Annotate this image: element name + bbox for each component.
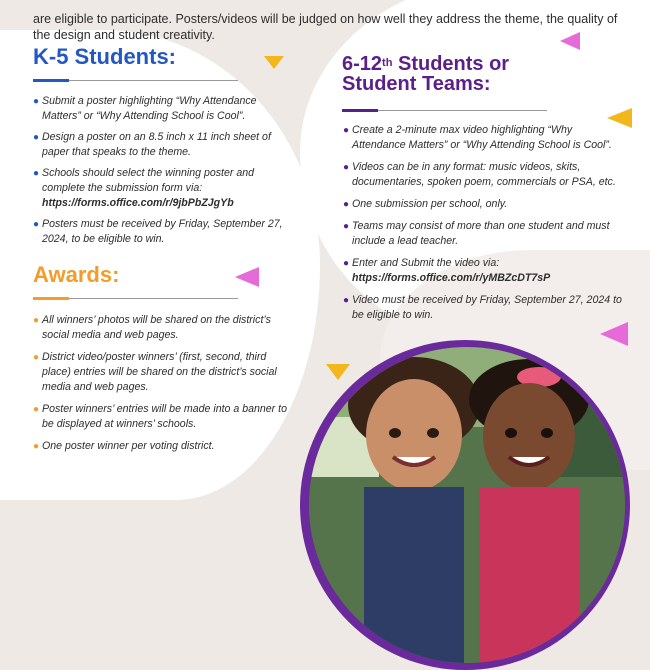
grades-6-12-heading: 6-12th Students or Student Teams:: [342, 53, 510, 95]
grades-6-12-requirements-list: [343, 123, 628, 330]
yellow-triangle-decoration: [326, 364, 350, 380]
awards-heading: Awards:: [33, 262, 120, 287]
list-item: ● Submit a poster highlighting “Why Attendance Matters” or “Why Attending School is Cool”.: [33, 95, 257, 122]
k5-heading: K-5 Students:: [33, 44, 176, 69]
list-item: ● Schools should select the winning poster and complete the submission form via: https://forms.office.com/r/9jbPbZJgYb: [33, 167, 255, 209]
awards-divider: [33, 298, 238, 299]
list-item: ● One poster winner per voting district.: [33, 440, 215, 452]
list-item: ● Create a 2-minute max video highlighting “Why Attendance Matters” or “Why Attending School is Cool”.: [343, 124, 612, 151]
list-item: ● All winners’ photos will be shared on the district’s social media and web pages.: [33, 314, 271, 341]
list-item: ● One submission per school, only.: [343, 198, 508, 210]
list-item: ● Poster winners’ entries will be made into a banner to be displayed at winners’ schools.: [33, 403, 287, 430]
pink-triangle-decoration: [600, 322, 628, 346]
grades-6-12-submission-link[interactable]: https://forms.office.com/r/yMBZcDT7sP: [352, 272, 551, 284]
students-photo-illustration: [309, 347, 625, 663]
k5-divider: [33, 80, 238, 81]
list-item: ● Videos can be in any format: music videos, skits, documentaries, spoken poem, commercials or PSA, etc.: [343, 161, 616, 188]
list-item: ● Enter and Submit the video via: https://forms.office.com/r/yMBZcDT7sP: [343, 257, 551, 284]
pink-triangle-decoration: [235, 267, 259, 287]
list-item: ● Posters must be received by Friday, September 27, 2024, to be eligible to win.: [33, 218, 283, 245]
list-item: ● District video/poster winners’ (first, second, third place) entries will be shared on the district’s social media and web pages.: [33, 351, 277, 393]
awards-list: [33, 313, 295, 461]
yellow-triangle-decoration: [264, 56, 284, 69]
students-photo: [309, 347, 625, 663]
k5-requirements-list: [33, 94, 295, 253]
list-item: ● Teams may consist of more than one student and must include a lead teacher.: [343, 220, 610, 247]
pink-triangle-decoration: [560, 32, 580, 50]
list-item: ● Video must be received by Friday, September 27, 2024 to be eligible to win.: [343, 294, 622, 321]
list-item: ● Design a poster on an 8.5 inch x 11 inch sheet of paper that speaks to the theme.: [33, 131, 271, 158]
yellow-triangle-decoration: [607, 108, 632, 128]
k5-submission-link[interactable]: https://forms.office.com/r/9jbPbZJgYb: [42, 197, 234, 209]
grades-6-12-divider: [342, 110, 547, 111]
intro-paragraph: are eligible to participate. Posters/videos will be judged on how well they address the theme, the quality of the design and student creativity.: [33, 11, 618, 42]
